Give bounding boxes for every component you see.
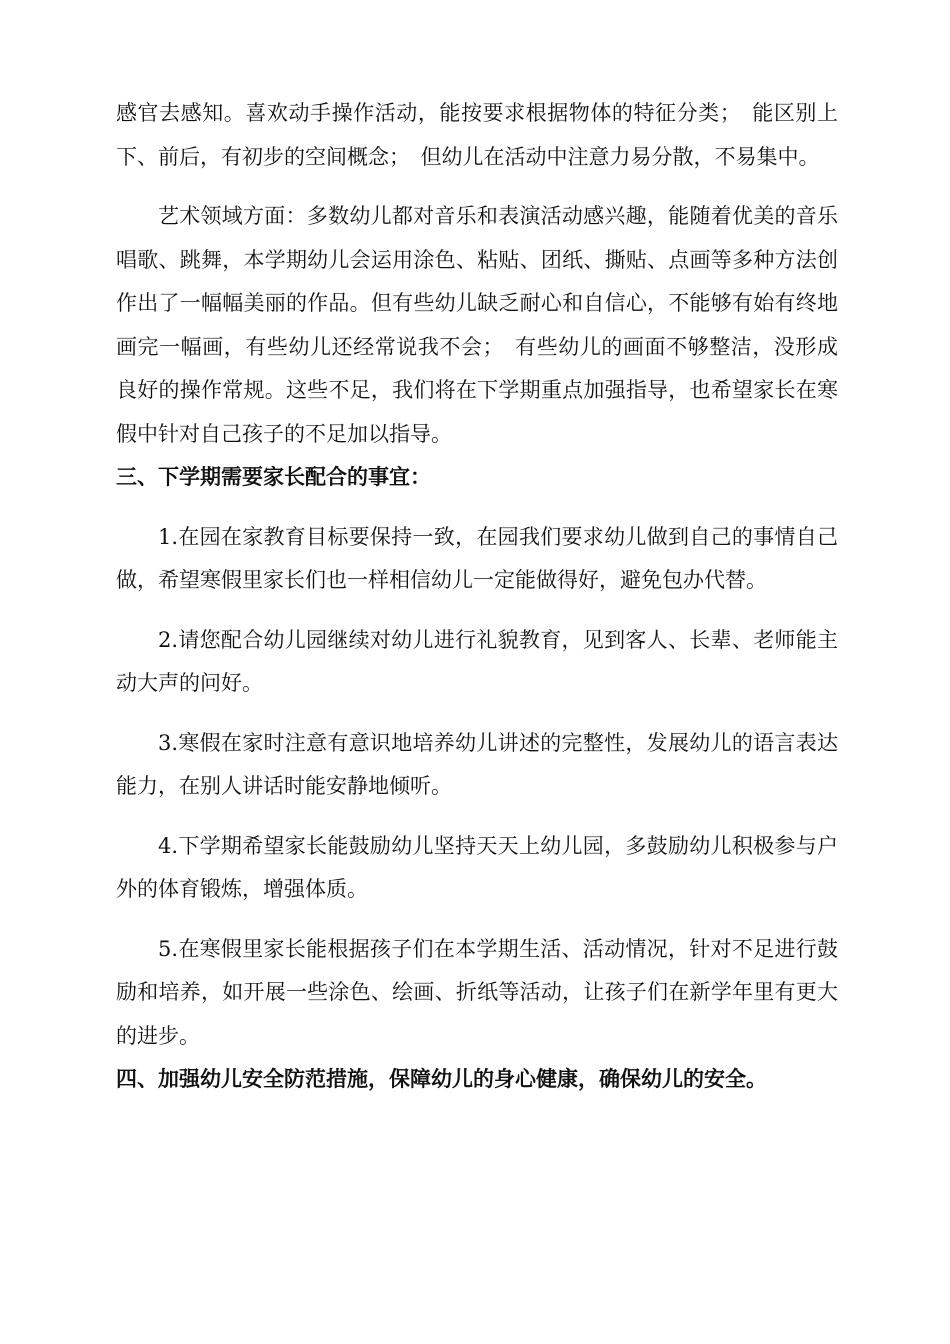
section-heading-3: 三、下学期需要家长配合的事宜： <box>116 465 431 489</box>
paragraph-cognition-continued: 感官去感知。喜欢动手操作活动，能按要求根据物体的特征分类； 能区别上下、前后，有初步的空间概念； 但幼儿在活动中注意力易分散，不易集中。 <box>116 101 838 169</box>
list-item-3: 3.寒假在家时注意有意识地培养幼儿讲述的完整性，发展幼儿的语言表达能力，在别人讲话时能安静地倾听。 <box>116 730 838 798</box>
list-item-4: 4.下学期希望家长能鼓励幼儿坚持天天上幼儿园，多鼓励幼儿积极参与户外的体育锻炼，增强体质。 <box>116 833 838 901</box>
document-page <box>116 92 838 1102</box>
list-item-1: 1.在园在家教育目标要保持一致，在园我们要求幼儿做到自己的事情自己做，希望寒假里家长们也一样相信幼儿一定能做得好，避免包办代替。 <box>116 524 838 592</box>
paragraph-art-domain: 艺术领域方面：多数幼儿都对音乐和表演活动感兴趣，能随着优美的音乐唱歌、跳舞，本学期幼儿会运用涂色、粘贴、团纸、撕贴、点画等多种方法创作出了一幅幅美丽的作品。但有些幼儿缺乏耐心和自信心，不能够有始有终地画完一幅画，有些幼儿还经常说我不会； 有些幼儿的画面不够整洁，没形成良好的操作常规。这些不足，我们将在下学期重点加强指导，也希望家长在寒假中针对自己孩子的不足加以指导。 <box>116 204 838 446</box>
list-item-2: 2.请您配合幼儿园继续对幼儿进行礼貌教育，见到客人、长辈、老师能主动大声的问好。 <box>116 627 838 695</box>
section-heading-4: 四、加强幼儿安全防范措施，保障幼儿的身心健康，确保幼儿的安全。 <box>116 1067 767 1091</box>
list-item-5: 5.在寒假里家长能根据孩子们在本学期生活、活动情况，针对不足进行鼓励和培养，如开展一些涂色、绘画、折纸等活动，让孩子们在新学年里有更大的进步。 <box>116 936 838 1048</box>
